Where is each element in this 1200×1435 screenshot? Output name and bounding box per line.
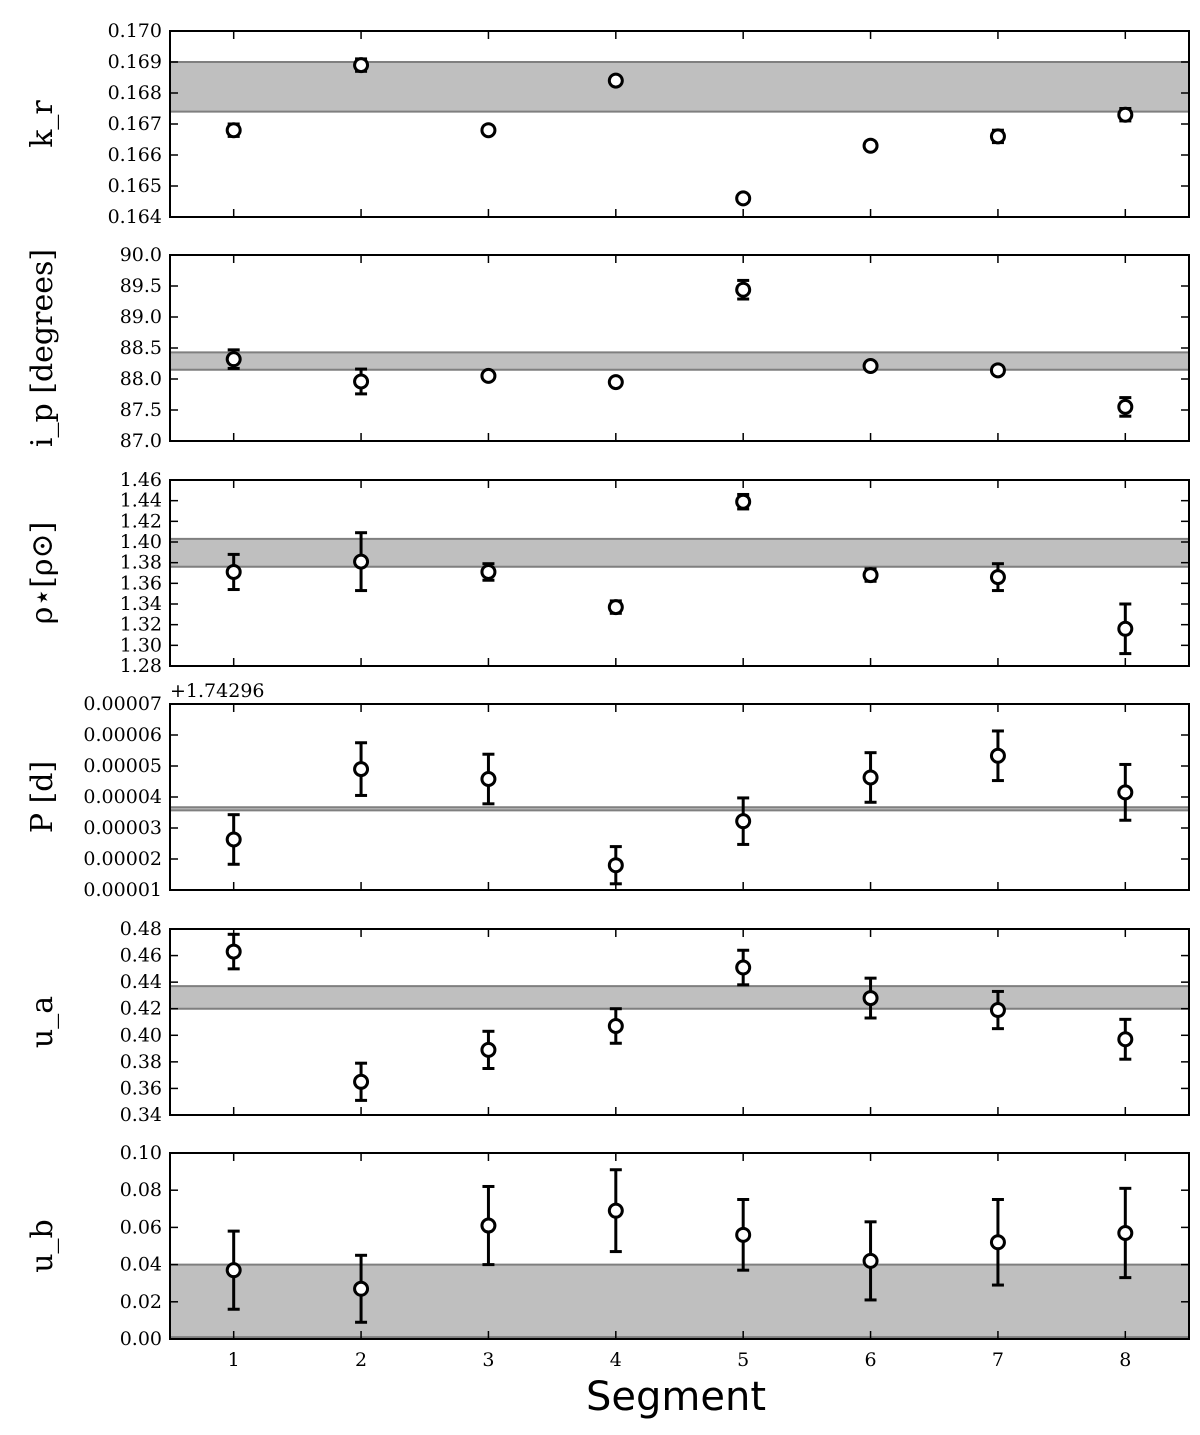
data-point — [864, 359, 877, 372]
data-point — [1119, 108, 1132, 121]
y-tick-label: 0.166 — [107, 144, 162, 166]
marker — [737, 961, 750, 974]
y-tick-label: 0.168 — [107, 82, 162, 104]
marker — [355, 1282, 368, 1295]
data-point — [355, 1063, 368, 1100]
data-point — [864, 978, 877, 1018]
data-point — [1119, 1019, 1132, 1059]
panel-frame — [170, 255, 1189, 441]
data-point — [227, 124, 240, 137]
marker — [991, 749, 1004, 762]
y-tick-label: 0.169 — [107, 51, 162, 73]
data-point — [355, 59, 368, 72]
data-point — [737, 950, 750, 985]
y-tick-label: 0.165 — [107, 175, 162, 197]
panels-group — [25, 20, 1189, 1350]
y-tick-label: 0.00003 — [83, 817, 162, 839]
y-tick-label: 0.00007 — [83, 693, 162, 715]
data-point — [355, 369, 368, 394]
data-point — [482, 564, 495, 581]
data-point — [1119, 764, 1132, 820]
marker — [1119, 400, 1132, 413]
data-point — [482, 369, 495, 382]
data-point — [482, 1031, 495, 1068]
marker — [991, 571, 1004, 584]
marker — [355, 555, 368, 568]
marker — [737, 192, 750, 205]
data-point — [991, 731, 1004, 781]
y-tick-label: 87.0 — [119, 430, 162, 452]
y-axis-label: P [d] — [25, 760, 60, 834]
confidence-band — [170, 986, 1189, 1009]
marker — [355, 763, 368, 776]
data-point — [482, 124, 495, 137]
marker — [737, 283, 750, 296]
marker — [864, 139, 877, 152]
y-tick-label: 0.00001 — [83, 879, 162, 901]
data-point — [609, 1009, 622, 1044]
data-point — [737, 192, 750, 205]
y-tick-label: 0.42 — [119, 997, 162, 1020]
x-axis — [228, 1349, 1132, 1371]
marker — [864, 771, 877, 784]
marker — [482, 369, 495, 382]
y-tick-label: 1.28 — [119, 655, 162, 677]
y-axis-label: i_p [degrees] — [25, 248, 60, 448]
y-tick-label: 0.38 — [119, 1050, 162, 1073]
marker — [864, 1254, 877, 1267]
data-point — [864, 753, 877, 803]
panel-frame — [170, 704, 1189, 890]
y-tick-label: 1.34 — [119, 593, 162, 615]
y-tick-label: 89.5 — [119, 275, 162, 297]
y-tick-label: 1.46 — [119, 469, 162, 491]
marker — [609, 376, 622, 389]
data-point — [737, 280, 750, 299]
y-tick-label: 0.167 — [107, 113, 162, 135]
data-point — [991, 130, 1004, 143]
y-tick-label: 0.02 — [119, 1290, 162, 1313]
y-tick-label: 0.04 — [119, 1253, 162, 1276]
data-point — [737, 798, 750, 845]
y-tick-label: 0.34 — [119, 1104, 162, 1126]
marker — [991, 364, 1004, 377]
marker — [609, 601, 622, 614]
y-tick-label: 0.00005 — [83, 755, 162, 777]
panel-3 — [25, 469, 1189, 677]
y-tick-label: 90.0 — [119, 244, 162, 266]
marker — [355, 375, 368, 388]
panel-1 — [25, 20, 1189, 228]
y-tick-label: 0.06 — [119, 1216, 162, 1239]
y-tick-label: 0.00 — [119, 1328, 162, 1350]
panel-frame — [170, 480, 1189, 666]
data-point — [1119, 604, 1132, 654]
data-point — [1119, 398, 1132, 417]
marker — [1119, 108, 1132, 121]
marker — [482, 1043, 495, 1056]
data-point — [609, 1170, 622, 1252]
y-tick-label: 0.48 — [119, 918, 162, 940]
marker — [482, 773, 495, 786]
x-tick-label: 4 — [609, 1349, 622, 1371]
data-point — [864, 139, 877, 152]
data-point — [482, 1186, 495, 1264]
y-axis-label: ρ⋆[ρ⊙] — [25, 521, 60, 625]
y-tick-label: 0.08 — [119, 1179, 162, 1202]
panel-2 — [25, 244, 1189, 452]
x-tick-label: 3 — [482, 1349, 495, 1371]
marker — [482, 565, 495, 578]
panel-frame — [170, 929, 1189, 1115]
marker — [227, 1264, 240, 1277]
y-tick-label: 0.170 — [107, 20, 162, 42]
y-tick-label: 89.0 — [119, 306, 162, 328]
marker — [737, 1228, 750, 1241]
y-tick-label: 0.36 — [119, 1077, 162, 1100]
data-point — [864, 569, 877, 582]
y-tick-label: 0.44 — [119, 971, 162, 994]
x-tick-label: 7 — [991, 1349, 1004, 1371]
marker — [864, 569, 877, 582]
data-point — [609, 74, 622, 87]
confidence-band — [170, 62, 1189, 112]
confidence-band — [170, 1265, 1189, 1338]
y-axis-label: u_b — [25, 1219, 60, 1273]
confidence-band — [170, 352, 1189, 369]
data-point — [355, 743, 368, 796]
y-tick-label: 0.40 — [119, 1024, 162, 1047]
y-tick-label: 87.5 — [119, 399, 162, 421]
marker — [609, 859, 622, 872]
marker — [1119, 622, 1132, 635]
confidence-band — [170, 539, 1189, 567]
y-tick-label: 0.164 — [107, 206, 162, 228]
marker — [227, 945, 240, 958]
data-point — [609, 847, 622, 884]
data-point — [737, 494, 750, 508]
y-tick-label: 1.38 — [119, 551, 162, 574]
panel-4 — [25, 680, 1189, 901]
marker — [991, 1004, 1004, 1017]
panel-5 — [25, 918, 1189, 1126]
marker — [609, 74, 622, 87]
data-point — [482, 754, 495, 804]
y-tick-label: 0.00002 — [83, 848, 162, 870]
y-tick-label: 1.42 — [119, 510, 162, 533]
y-tick-label: 1.30 — [119, 634, 162, 657]
y-tick-label: 88.0 — [119, 368, 162, 390]
data-point — [227, 350, 240, 369]
y-tick-label: 1.36 — [119, 572, 162, 595]
x-tick-label: 8 — [1119, 1349, 1132, 1371]
x-tick-label: 6 — [864, 1349, 877, 1371]
marker — [864, 992, 877, 1005]
y-tick-label: 88.5 — [119, 337, 162, 359]
panel-frame — [170, 31, 1189, 217]
marker — [227, 565, 240, 578]
marker — [609, 1019, 622, 1032]
x-axis-label: Segment — [586, 1374, 766, 1420]
marker — [609, 1204, 622, 1217]
x-tick-label: 5 — [737, 1349, 750, 1371]
data-point — [227, 815, 240, 865]
marker — [1119, 786, 1132, 799]
data-point — [991, 364, 1004, 377]
marker — [355, 1075, 368, 1088]
y-tick-label: 1.32 — [119, 613, 162, 636]
marker — [482, 1219, 495, 1232]
y-tick-label: 0.00004 — [83, 786, 162, 808]
y-tick-label: 0.46 — [119, 944, 162, 967]
data-point — [227, 934, 240, 969]
marker — [864, 359, 877, 372]
y-tick-label: 0.10 — [119, 1142, 162, 1164]
marker — [227, 124, 240, 137]
panel-6 — [25, 1142, 1189, 1350]
y-tick-label: 1.40 — [119, 531, 162, 553]
marker — [991, 130, 1004, 143]
marker — [227, 353, 240, 366]
y-tick-label: 1.44 — [119, 489, 162, 512]
marker — [1119, 1226, 1132, 1239]
y-axis-label: u_a — [25, 995, 60, 1049]
marker — [737, 495, 750, 508]
marker — [991, 1236, 1004, 1249]
marker — [1119, 1033, 1132, 1046]
data-point — [609, 601, 622, 614]
data-point — [609, 376, 622, 389]
y-axis-label: k_r — [25, 100, 60, 148]
data-point — [737, 1200, 750, 1271]
marker — [737, 815, 750, 828]
marker — [482, 124, 495, 137]
marker — [355, 59, 368, 72]
marker — [227, 833, 240, 846]
x-tick-label: 2 — [355, 1349, 368, 1371]
y-tick-label: 0.00006 — [83, 724, 162, 746]
y-offset-label: +1.74296 — [170, 680, 265, 702]
x-tick-label: 1 — [227, 1349, 240, 1371]
